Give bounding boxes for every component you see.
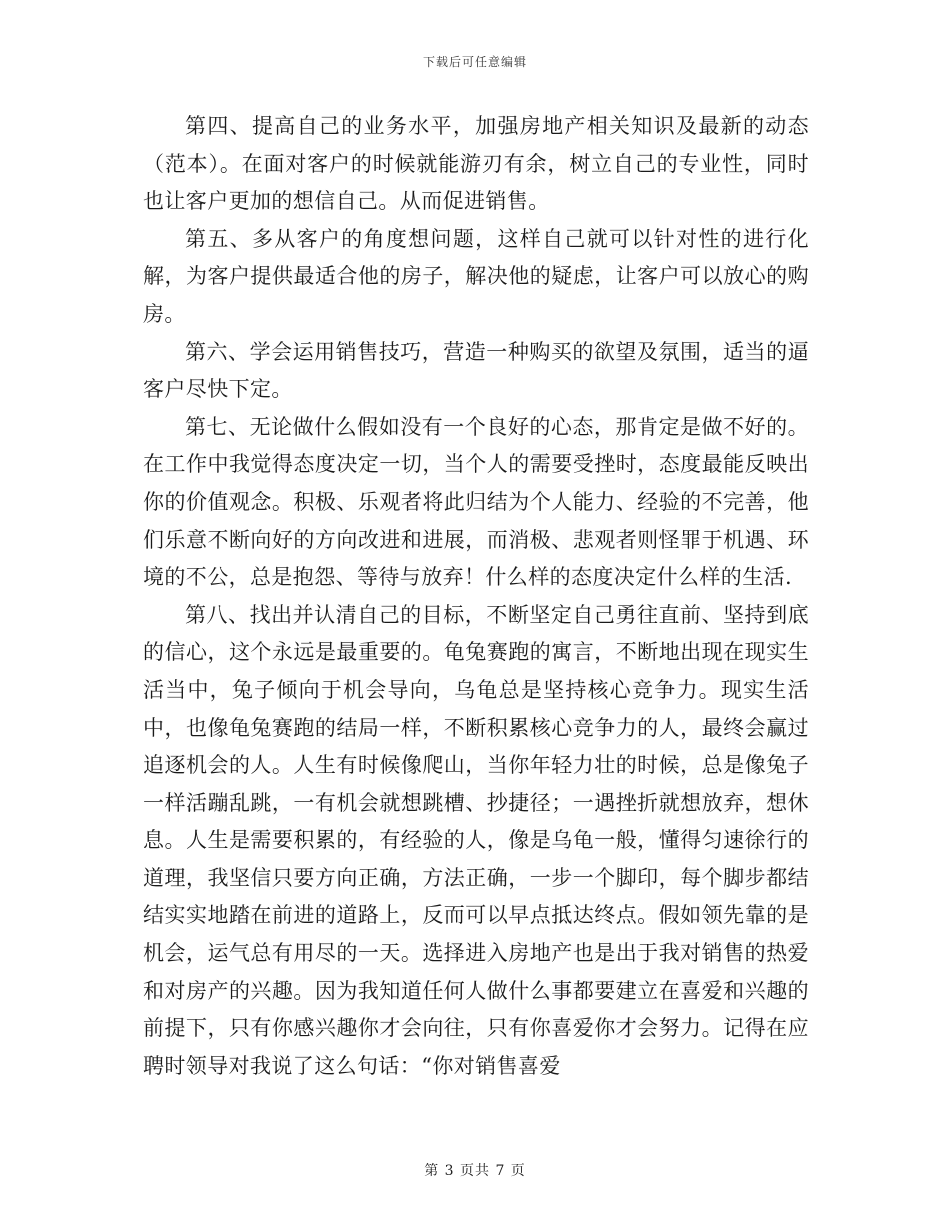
paragraph-fifth: 第五、多从客户的角度想问题，这样自己就可以针对性的进行化解，为客户提供最适合他的房子，解决他的疑虑，让客户可以放心的购房。	[143, 226, 809, 326]
paragraph-seventh: 第七、无论做什么假如没有一个良好的心态，那肯定是做不好的。在工作中我觉得态度决定一切，当个人的需要受挫时，态度最能反映出你的价值观念。积极、乐观者将此归结为个人能力、经验的不完善，他们乐意不断向好的方向改进和进展，而消极、悲观者则怪罪于机遇、环境的不公，总是抱怨、等待与放弃！什么样的态度决定什么样的生活.	[143, 414, 809, 590]
document-body	[143, 108, 809, 1085]
paragraph-fourth: 第四、提高自己的业务水平，加强房地产相关知识及最新的动态（范本）。在面对客户的时候就能游刃有余，树立自己的专业性，同时也让客户更加的想信自己。从而促进销售。	[143, 114, 809, 214]
paragraph-sixth: 第六、学会运用销售技巧，营造一种购买的欲望及氛围，适当的逼客户尽快下定。	[143, 339, 809, 402]
paragraph-eighth: 第八、找出并认清自己的目标，不断坚定自己勇往直前、坚持到底的信心，这个永远是最重要的。龟兔赛跑的寓言，不断地出现在现实生活当中，兔子倾向于机会导向，乌龟总是坚持核心竞争力。现实生活中，也像龟兔赛跑的结局一样，不断积累核心竞争力的人，最终会赢过追逐机会的人。人生有时候像爬山，当你年轻力壮的时候，总是像兔子一样活蹦乱跳，一有机会就想跳槽、抄捷径；一遇挫折就想放弃，想休息。人生是需要积累的，有经验的人，像是乌龟一般，懂得匀速徐行的道理，我坚信只要方向正确，方法正确，一步一个脚印，每个脚步都结结实实地踏在前进的道路上，反而可以早点抵达终点。假如领先靠的是机会，运气总有用尽的一天。选择进入房地产也是出于我对销售的热爱和对房产的兴趣。因为我知道任何人做什么事都要建立在喜爱和兴趣的前提下，只有你感兴趣你才会向往，只有你喜爱你才会努力。记得在应聘时领导对我说了这么句话：“你对销售喜爱	[143, 602, 809, 1078]
header-note: 下载后可任意编辑	[422, 55, 527, 69]
page-number: 第 3 页共 7 页	[424, 1163, 526, 1179]
